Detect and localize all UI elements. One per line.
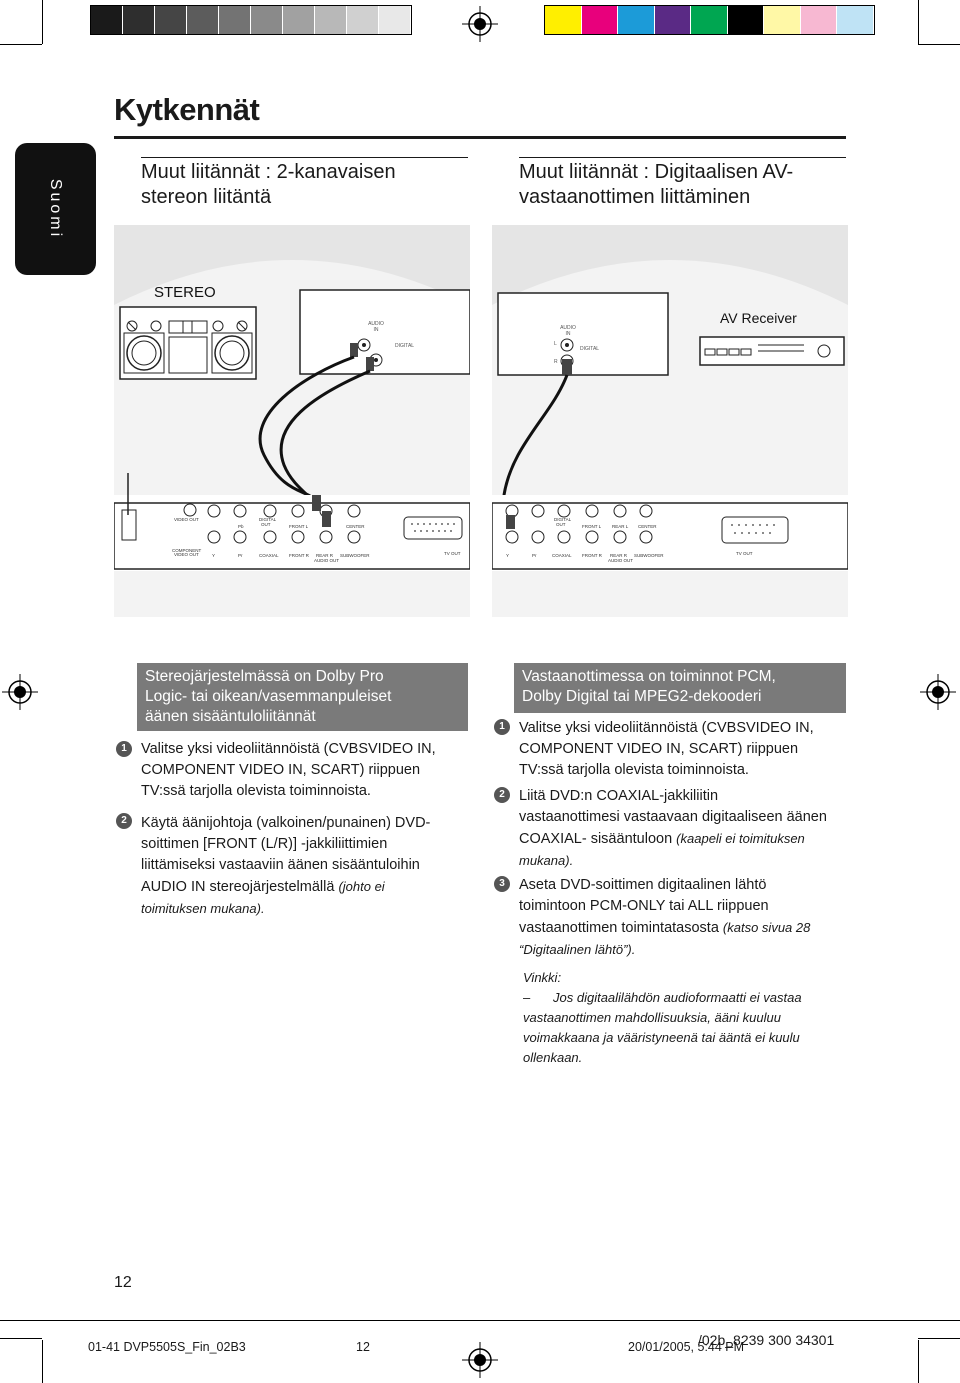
grayscale-bar — [90, 5, 412, 35]
svg-text:FRONT L: FRONT L — [582, 524, 602, 529]
color-swatch — [728, 6, 765, 34]
left-info-line: Stereojärjestelmässä on Dolby Pro — [145, 668, 384, 685]
svg-text:FRONT R: FRONT R — [289, 553, 309, 558]
registration-mark-icon — [462, 1342, 498, 1378]
step-line: Aseta DVD-soittimen digitaalinen lähtö — [519, 877, 767, 893]
svg-text:FRONT L: FRONT L — [289, 524, 309, 529]
step-note: (katso sivua 28 — [722, 920, 811, 935]
tip-line: ollenkaan. — [523, 1050, 583, 1065]
color-swatch — [582, 6, 619, 34]
svg-text:REAR R: REAR R — [316, 553, 334, 558]
svg-text:Y: Y — [212, 553, 216, 558]
language-tab-label: Suomi — [47, 178, 64, 240]
color-swatch — [764, 6, 801, 34]
svg-text:OUT: OUT — [261, 522, 271, 527]
step-number: 1 — [116, 741, 132, 757]
digital-label-right: DIGITAL — [580, 346, 600, 352]
right-step-3 — [519, 875, 849, 961]
left-info-line: äänen sisääntuloliitännät — [145, 708, 316, 725]
color-swatch — [283, 6, 315, 34]
right-step-1 — [519, 718, 849, 781]
step-line: vastaanottimesi vastaavaan digitaaliseen äänen — [519, 809, 827, 825]
stereo-label: STEREO — [154, 284, 216, 301]
right-info-line: Vastaanottimessa on toiminnot PCM, — [522, 668, 776, 685]
crop-mark — [918, 44, 960, 45]
svg-text:REAR L: REAR L — [612, 524, 629, 529]
step-number: 2 — [116, 813, 132, 829]
stereo-unit — [120, 307, 256, 379]
right-column-rule — [519, 157, 846, 158]
color-swatch — [691, 6, 728, 34]
right-section-title — [519, 160, 846, 210]
svg-text:DIGITAL: DIGITAL — [554, 517, 572, 522]
step-line: AUDIO IN stereojärjestelmällä — [141, 879, 335, 895]
color-swatch — [837, 6, 874, 34]
step-line: vastaanottimen toimintatasosta — [519, 920, 719, 936]
tip-line: Jos digitaalilähdön audioformaatti ei vastaa — [553, 990, 802, 1005]
title-rule — [114, 136, 846, 139]
svg-text:OUT: OUT — [556, 522, 566, 527]
stereo-connection-diagram — [114, 225, 470, 617]
svg-text:REAR R: REAR R — [610, 553, 628, 558]
footer-page: 12 — [356, 1340, 370, 1354]
right-section-title-line: Muut liitännät : Digitaalisen AV- — [519, 161, 794, 183]
footer-filename: 01-41 DVP5505S_Fin_02B3 — [88, 1340, 246, 1354]
svg-text:DIGITAL: DIGITAL — [259, 517, 277, 522]
svg-text:CENTER: CENTER — [638, 524, 657, 529]
svg-text:L: L — [554, 341, 557, 347]
svg-text:Pr: Pr — [238, 553, 243, 558]
svg-text:Pb: Pb — [238, 524, 244, 529]
tip-title: Vinkki: — [523, 970, 562, 985]
color-swatch — [219, 6, 251, 34]
svg-text:AUDIO OUT: AUDIO OUT — [314, 558, 340, 563]
step-note: “Digitaalinen lähtö”). — [519, 942, 636, 957]
page-number: 12 — [114, 1274, 132, 1291]
right-section-title-line: vastaanottimen liittäminen — [519, 186, 751, 208]
right-info-box — [514, 663, 846, 713]
color-swatch — [347, 6, 379, 34]
crop-mark — [918, 1340, 919, 1383]
footer-date: 20/01/2005, 5:44 PM — [628, 1340, 745, 1354]
step-note: toimituksen mukana). — [141, 901, 265, 916]
step-line: Liitä DVD:n COAXIAL-jakkiliitin — [519, 788, 719, 804]
color-swatch — [655, 6, 692, 34]
color-swatch — [155, 6, 187, 34]
svg-text:Pr: Pr — [532, 553, 537, 558]
color-swatch — [545, 6, 582, 34]
color-swatch — [251, 6, 283, 34]
step-number: 2 — [494, 787, 510, 803]
step-line: TV:ssä tarjolla olevista toiminnoista. — [141, 783, 371, 799]
crop-mark — [918, 1338, 960, 1339]
crop-mark — [0, 44, 42, 45]
svg-text:VIDEO OUT: VIDEO OUT — [174, 552, 199, 557]
page-title: Kytkennät — [114, 92, 260, 127]
crop-mark — [918, 0, 919, 44]
step-line: toimintoon PCM-ONLY tai ALL riippuen — [519, 898, 769, 914]
av-receiver-connection-diagram — [492, 225, 848, 617]
svg-text:AUDIO: AUDIO — [560, 325, 576, 331]
svg-text:TV OUT: TV OUT — [444, 551, 461, 556]
svg-text:CENTER: CENTER — [346, 524, 365, 529]
tip-block — [523, 968, 843, 1068]
left-step-1 — [141, 739, 471, 802]
svg-text:SUBWOOFER: SUBWOOFER — [340, 553, 370, 558]
svg-text:R: R — [554, 359, 558, 365]
svg-text:FRONT R: FRONT R — [582, 553, 602, 558]
digital-label-left: DIGITAL — [395, 343, 415, 349]
step-line: Käytä äänijohtoja (valkoinen/punainen) DVD- — [141, 815, 431, 831]
step-number: 3 — [494, 876, 510, 892]
color-swatch — [379, 6, 411, 34]
color-swatch — [315, 6, 347, 34]
footer-rule — [0, 1320, 960, 1321]
svg-text:IN: IN — [565, 331, 571, 337]
av-receiver-label: AV Receiver — [720, 310, 797, 326]
svg-text:IN: IN — [373, 327, 379, 333]
registration-mark-icon — [462, 6, 498, 42]
language-tab — [15, 143, 96, 275]
registration-mark-icon — [2, 674, 38, 710]
step-note: (johto ei — [338, 879, 385, 894]
left-section-title-line: Muut liitännät : 2-kanavaisen — [141, 161, 396, 183]
left-step-2 — [141, 813, 471, 920]
registration-mark-icon — [920, 674, 956, 710]
svg-text:COAXIAL: COAXIAL — [259, 553, 279, 558]
crop-mark — [0, 1338, 42, 1339]
color-swatch — [123, 6, 155, 34]
left-section-title — [141, 160, 468, 210]
tip-line: vastaanottimen mahdollisuuksia, ääni kuuluu — [523, 1010, 781, 1025]
step-note: (kaapeli ei toimituksen — [676, 831, 805, 846]
crop-mark — [42, 1340, 43, 1383]
svg-text:Y: Y — [506, 553, 510, 558]
color-bar — [544, 5, 875, 35]
svg-text:COMPONENT: COMPONENT — [172, 548, 202, 553]
left-column-rule — [141, 157, 468, 158]
color-swatch — [801, 6, 838, 34]
step-line: COMPONENT VIDEO IN, SCART) riippuen — [141, 762, 421, 778]
crop-mark — [42, 0, 43, 44]
step-line: COMPONENT VIDEO IN, SCART) riippuen — [519, 741, 799, 757]
svg-text:AUDIO OUT: AUDIO OUT — [608, 558, 634, 563]
step-line: COAXIAL- sisääntuloon — [519, 831, 673, 847]
color-swatch — [91, 6, 123, 34]
left-section-title-line: stereon liitäntä — [141, 186, 272, 208]
step-line: TV:ssä tarjolla olevista toiminnoista. — [519, 762, 749, 778]
step-note: mukana). — [519, 853, 574, 868]
color-swatch — [187, 6, 219, 34]
svg-text:TV OUT: TV OUT — [736, 551, 753, 556]
svg-text:COAXIAL: COAXIAL — [552, 553, 572, 558]
tip-line: voimakkaana ja vääristyneenä tai ääntä ei kuulu — [523, 1030, 800, 1045]
step-line: soittimen [FRONT (L/R)] -jakkiliittimien — [141, 836, 388, 852]
tip-dash: – — [523, 990, 531, 1005]
svg-text:VIDEO OUT: VIDEO OUT — [174, 517, 199, 522]
right-step-2 — [519, 786, 849, 872]
svg-text:AUDIO: AUDIO — [368, 321, 384, 327]
step-line: Valitse yksi videoliitännöistä (CVBSVIDEO IN, — [141, 741, 436, 757]
step-line: Valitse yksi videoliitännöistä (CVBSVIDEO IN, — [519, 720, 814, 736]
left-info-line: Logic- tai oikean/vasemmanpuleiset — [145, 688, 392, 705]
step-line: liittämiseksi vastaaviin äänen sisääntuloihin — [141, 857, 420, 873]
color-swatch — [618, 6, 655, 34]
footer-code: /02b_8239 300 34301 — [698, 1332, 835, 1348]
svg-text:SUBWOOFER: SUBWOOFER — [634, 553, 664, 558]
step-number: 1 — [494, 719, 510, 735]
right-info-line: Dolby Digital tai MPEG2-dekooderi — [522, 688, 762, 705]
left-info-box — [137, 663, 468, 731]
